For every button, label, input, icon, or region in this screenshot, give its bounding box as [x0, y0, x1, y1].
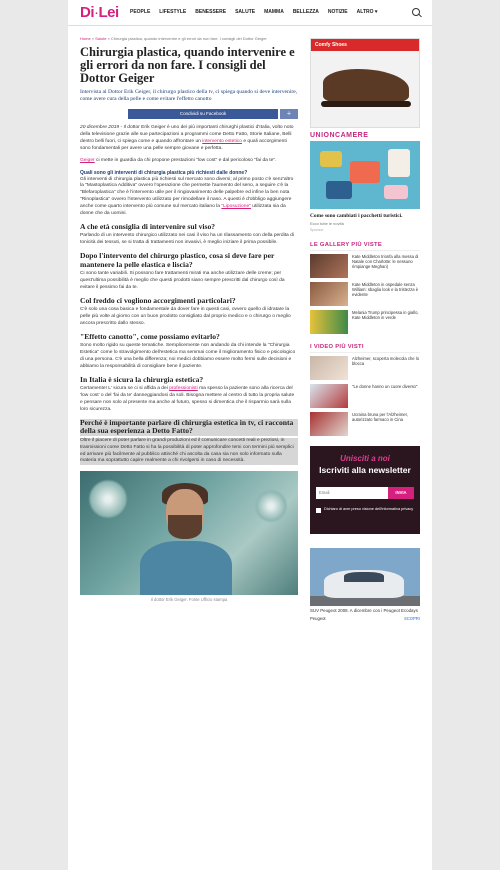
answer-1 [80, 177, 298, 218]
doctor-beard [168, 515, 202, 539]
ad-peugeot-text[interactable]: SUV Peugeot 2008. A dicembre con i Peugeot Ecodays [310, 607, 418, 613]
ad-shoes-brand: Comfy Shoes [311, 39, 419, 51]
gallery-section-title: LE GALLERY PIÙ VISTE [310, 242, 420, 251]
travel-item [384, 185, 408, 199]
answer-4: C'è solo una cosa basica e fondamentale da dover fare in questi casi, ovvero quello di idratare la pelle più volte al giorno con un buon prodotto consigliato dal proprio medico e o chirurgo o meglio ancora prescritto dallo stesso. [80, 307, 291, 326]
breadcrumb-sep: » [90, 36, 96, 41]
travel-item [350, 161, 380, 183]
heading-tv: Perché è importante parlare di chirurgia estetica in tv, ci racconta della sua esperienza a Detto Fatto? [80, 419, 298, 436]
facebook-share-button[interactable]: Condividi su Facebook [128, 109, 278, 119]
privacy-consent [316, 507, 414, 513]
ad-peugeot-footer [310, 616, 420, 621]
ad-peugeot-brand: Peugeot [310, 616, 326, 622]
breadcrumb-sep: » [106, 36, 111, 41]
travel-item [388, 149, 410, 177]
heading-dopo-intervento: Dopo l'intervento del chirurgo plastico, cosa si deve fare per mantenere la pelle elastica e liscia? [80, 251, 275, 269]
answer-3: Ci sono tante variabili. Si possono fare trattamenti mirati ma anche utilizzare delle creme; per quest'ultima possibilità è meglio che questi prodotti siano sempre prescritti dal chirurgo così da evitare il pessimo fai da te. [80, 271, 285, 290]
main-nav [130, 9, 377, 15]
newsletter-box [310, 446, 420, 534]
ad-travel-image[interactable] [310, 141, 420, 209]
answer-6 [80, 386, 298, 414]
video-item-title: "Le donne hanno un cuore diverso" [352, 383, 418, 389]
nav-item-notizie[interactable]: NOTIZIE [327, 9, 348, 15]
ad-peugeot-cta-button[interactable]: SCOPRI [403, 616, 420, 622]
more-share-button[interactable]: + [280, 109, 298, 119]
video-item[interactable] [310, 412, 420, 436]
photo-caption: Il dottor Erik Geiger. Fonte Ufficio stampa [150, 597, 228, 603]
answer-7: Oltre il piacere di poter parlare in grandi produzioni ed il comunicare concetti reali e preziosi, in trasmissioni come Detto Fatto si ha la possibilità di poter approfondire temi con termini più semplici ed arrivare più facilmente al pubblico attinché chi ascolta da casa sia non solo informato sulla materia ma soprattutto capire realmente a chi rivolgersi in caso di necessità. [80, 438, 298, 466]
paragraph-text: ma spesso la paziente sono alla ricerca del 'low cost' o del 'fai da te' danneggiandosi da soli. Bisogna mettere al centro di tutto la propria salute e pensare non solo al presente ma anche al futuro, spesso si dimentica che il risparmio sarà sulla loro sicurezza. [80, 386, 295, 412]
paragraph-text: Certamente! L' sicura se ci si affida a dei [80, 386, 170, 392]
share-row [80, 109, 298, 119]
site-header [68, 0, 432, 26]
ad-travel-subtitle: Ecco tutte le novità [310, 220, 344, 226]
video-item-title: Alzheimer, scoperta molecola che lo blocca [352, 355, 420, 366]
nav-item-bellezza[interactable]: BELLEZZA [292, 9, 319, 15]
breadcrumb-current: Chirurgia plastica, quando intervenire e gli errori da non fare. I consigli del Dottor Geiger [110, 36, 267, 41]
article-subtitle: Intervista al Dottor Erik Geiger, il chirurgo plastico della tv, ci spiega quando si deve intervenire, come avere cura della pelle e come evitare l'effetto canotto [80, 89, 298, 102]
newsletter-email-input[interactable]: Email [316, 487, 388, 499]
link-geiger[interactable]: Geiger [80, 157, 95, 163]
nav-item-altro[interactable]: ALTRO ▾ [356, 9, 378, 15]
gallery-item-title: Kate Middleton trionfa alla messa di Natale con Charlotte: le nessuno rimpiange Meghan) [352, 253, 419, 269]
privacy-consent-label: Dichiaro di aver preso visione dell'informativa privacy [324, 506, 414, 511]
paragraph-text: e quali accorgimenti sono fondamentali per avere una pelle sempre giovane e perfetta. [80, 138, 287, 151]
paragraph-text: Gli interventi di chirurgia plastica più richiesti sul mercato sono diversi; al primo posto c'è senz'altro la "Mastoplastica Additiva" ovvero l'operazione che permette l'aumento del seno, a seguire c'è la "Blefaroplastica" che è l'intervento utile per il ringiovanimento delle palpebre ed infine la ben nota "Rinoplastica" ovvero l'intervento utilizzato per rimodellare il naso. A questi è d'obbligo aggiungere anche come quarto intervento più comune sul mercato italiano la [80, 176, 294, 210]
heading-eta: A che età consiglia di intervenire sul viso? [80, 221, 216, 231]
doctor-scrubs [140, 541, 232, 595]
heading-sicurezza: In Italia è sicura la chirurgia estetica? [80, 374, 204, 384]
answer-2: Parlando di un intervento chirurgico utilizzato nei casi il viso ha un rilassamento con della perdita di tonicità dei tessuti, se si tratta di trattamenti non invasivi, è meglio iniziare il prima possibile. [80, 233, 294, 246]
shoe-image [323, 69, 409, 103]
nav-item-people[interactable]: PEOPLE [130, 9, 151, 15]
gallery-thumbnail [310, 310, 348, 334]
page [68, 0, 432, 870]
sidebar [310, 38, 420, 621]
video-thumbnail [310, 412, 348, 436]
newsletter-tagline: Unisciti a noi [340, 453, 390, 463]
ad-shoes[interactable] [310, 38, 420, 128]
link-professionisti[interactable]: professionisti [169, 386, 198, 392]
newsletter-submit-button[interactable]: INVIA [388, 487, 414, 499]
breadcrumb-home[interactable]: Home [80, 36, 91, 41]
car-window [344, 572, 384, 582]
nav-item-lifestyle[interactable]: LIFESTYLE [159, 9, 187, 15]
article-main [80, 36, 298, 602]
privacy-checkbox[interactable] [316, 508, 321, 513]
gallery-item[interactable] [310, 254, 420, 278]
travel-item [326, 181, 352, 199]
gallery-thumbnail [310, 254, 348, 278]
video-item-title: Ucraina bruna per l'Alzheimer, autorizzato farmaco in Cina [352, 411, 408, 422]
newsletter-form [316, 487, 414, 499]
site-logo[interactable]: Di·Lei [80, 4, 119, 21]
paragraph-text: - Il dottor Erik Geiger è uno dei più importanti chirurghi plastici d'Italia, volto noto della televisione grazie alle sue partecipazioni a programmi come Detto Fatto, Storie Italiane, Belli dentro belli fuori, ci spiega come e quando affrontare un [80, 125, 294, 144]
gallery-item-title: Melania Trump principessa in giallo, Kate Middleton in verde [352, 309, 419, 320]
paragraph-warning [80, 158, 298, 165]
video-thumbnail [310, 384, 348, 408]
gallery-item[interactable] [310, 282, 420, 306]
surgical-lamp [88, 479, 128, 519]
breadcrumb [80, 36, 298, 41]
paragraph-intro [80, 125, 298, 153]
link-liposuzione[interactable]: "Liposuzione" [221, 204, 251, 210]
link-intervento-estetico[interactable]: intervento estetico [202, 138, 242, 144]
surgical-lamp [254, 489, 288, 523]
video-item[interactable] [310, 384, 420, 408]
nav-item-salute[interactable]: SALUTE [235, 9, 256, 15]
ad-peugeot-image[interactable] [310, 548, 420, 606]
ad-travel-title[interactable]: Come sono cambiati i pacchetti turistici. [310, 213, 403, 219]
video-section-title: I VIDEO PIÙ VISTI [310, 344, 420, 353]
page-title: Chirurgia plastica, quando intervenire e gli errori da non fare. I consigli del Dottor Geiger [80, 45, 295, 85]
paragraph-text: ci mette in guardia da chi propone prestazioni "low cost" e dal pericoloso "fai da te". [94, 157, 277, 163]
heading-freddo: Col freddo ci vogliono accorgimenti particolari? [80, 295, 236, 305]
newsletter-title: Iscriviti alla newsletter [319, 464, 411, 475]
doctor-photo [80, 471, 298, 595]
breadcrumb-section[interactable]: Salute [95, 36, 107, 41]
shoe-sole [321, 101, 411, 107]
nav-item-benessere[interactable]: BENESSERE [195, 9, 227, 15]
article-date: 20 dicembre 2019 [80, 125, 120, 130]
gallery-item[interactable] [310, 310, 420, 334]
answer-5: Sono molto rigido su queste tematiche. Semplicemente non andando da chi intende la "Chirurgia Estetica" come lo stravolgimento dell'estetica ma semmai come il miglioramento fisico e psicologico di una persona. C'è una bella differenza; noi medici dobbiamo essere molto fermi sulle decisioni e abbiamo la responsabilità di consigliare bene il paziente. [80, 343, 296, 369]
question-1: Quali sono gli interventi di chirurgia plastica più richiesti dalle donne? [80, 169, 248, 176]
video-thumbnail [310, 356, 348, 380]
search-icon[interactable] [412, 8, 420, 16]
travel-item [320, 151, 342, 167]
paragraph-text: utilizzata sia da donne che da uomini. [80, 204, 286, 217]
nav-item-mamma[interactable]: MAMMA [264, 9, 284, 15]
gallery-item-title: Kate Middleton in ospedale senza William: sbaglia look e la tristezza è evidente [352, 281, 419, 297]
video-item[interactable] [310, 356, 420, 380]
gallery-thumbnail [310, 282, 348, 306]
sponsor-brand[interactable]: UNIONCAMERE [310, 132, 369, 139]
ad-travel-source: Sponsor [310, 227, 324, 232]
heading-effetto-canotto: "Effetto canotto", come possiamo evitarlo? [80, 331, 220, 341]
